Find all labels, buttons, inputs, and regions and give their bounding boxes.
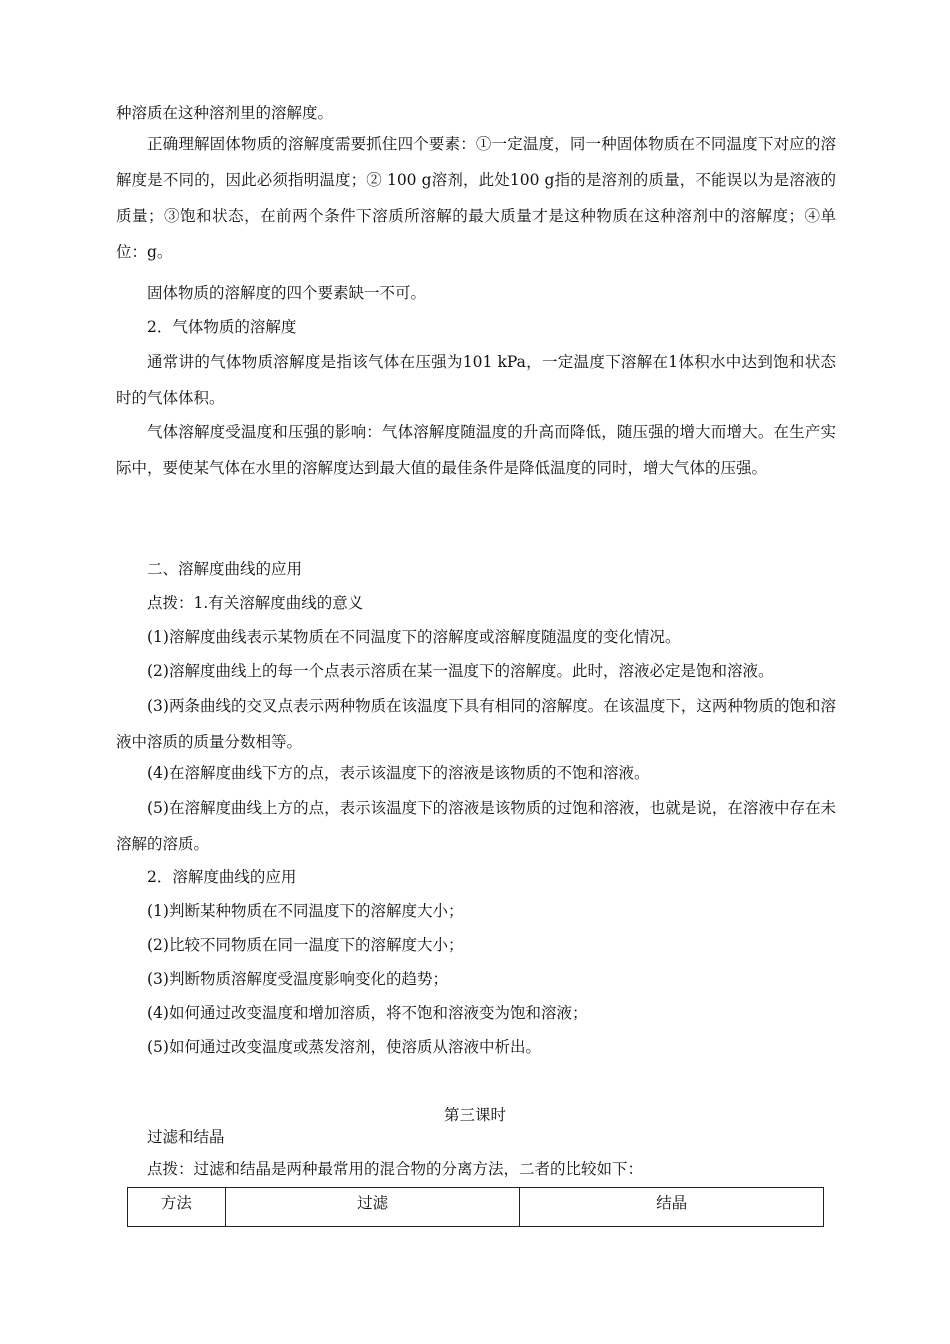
list-item: (3)两条曲线的交叉点表示两种物质在该温度下具有相同的溶解度。在该温度下，这两种物质的饱和溶液中溶质的质量分数相等。 bbox=[116, 697, 836, 751]
list-item: (3)判断物质溶解度受温度影响变化的趋势； bbox=[147, 970, 448, 988]
section-heading-application: 2．溶解度曲线的应用 bbox=[147, 868, 297, 886]
text-line: 固体物质的溶解度的四个要素缺一不可。 bbox=[147, 284, 427, 302]
table-header-cell: 过滤 bbox=[225, 1188, 520, 1227]
list-item: (4)如何通过改变温度和增加溶质，将不饱和溶液变为饱和溶液； bbox=[147, 1004, 588, 1022]
table-header-cell: 方法 bbox=[128, 1188, 226, 1227]
list-item: (1)判断某种物质在不同温度下的溶解度大小； bbox=[147, 902, 464, 920]
list-item: (5)在溶解度曲线上方的点，表示该温度下的溶液是该物质的过饱和溶液，也就是说，在溶液中存在未溶解的溶质。 bbox=[116, 799, 836, 853]
lesson-title: 第三课时 bbox=[443, 1106, 506, 1124]
text-line: 种溶质在这种溶剂里的溶解度。 bbox=[116, 104, 334, 122]
section-heading-filter: 过滤和结晶 bbox=[147, 1128, 225, 1146]
table-header-cell: 结晶 bbox=[520, 1188, 824, 1227]
section-heading-gas: 2．气体物质的溶解度 bbox=[147, 318, 297, 336]
paragraph-four-elements: 正确理解固体物质的溶解度需要抓住四个要素：①一定温度，同一种固体物质在不同温度下对应的溶解度是不同的，因此必须指明温度；② 100 g溶剂，此处100 g指的是溶剂的质量，不能误以为是溶液的质量；③饱和状态，在前两个条件下溶质所溶解的最大质量才是这种物质在这种溶剂中的溶解度；④单位：g。 bbox=[116, 135, 836, 261]
list-item: (1)溶解度曲线表示某物质在不同温度下的溶解度或溶解度随温度的变化情况。 bbox=[147, 628, 681, 646]
list-item: (5)如何通过改变温度或蒸发溶剂，使溶质从溶液中析出。 bbox=[147, 1038, 541, 1056]
tip-line: 点拨：过滤和结晶是两种最常用的混合物的分离方法，二者的比较如下： bbox=[147, 1160, 644, 1178]
tip-line: 点拨：1.有关溶解度曲线的意义 bbox=[147, 594, 364, 612]
table-header-row bbox=[128, 1188, 824, 1227]
paragraph-gas-definition: 通常讲的气体物质溶解度是指该气体在压强为101 kPa，一定温度下溶解在1体积水中达到饱和状态时的气体体积。 bbox=[116, 353, 836, 407]
list-item: (4)在溶解度曲线下方的点，表示该温度下的溶液是该物质的不饱和溶液。 bbox=[147, 764, 650, 782]
list-item: (2)比较不同物质在同一温度下的溶解度大小； bbox=[147, 936, 464, 954]
comparison-table bbox=[127, 1187, 824, 1227]
paragraph-gas-factors: 气体溶解度受温度和压强的影响：气体溶解度随温度的升高而降低，随压强的增大而增大。在生产实际中，要使某气体在水里的溶解度达到最大值的最佳条件是降低温度的同时，增大气体的压强。 bbox=[116, 423, 836, 477]
list-item: (2)溶解度曲线上的每一个点表示溶质在某一温度下的溶解度。此时，溶液必定是饱和溶液。 bbox=[147, 662, 774, 680]
section-heading-curve: 二、溶解度曲线的应用 bbox=[147, 560, 303, 578]
